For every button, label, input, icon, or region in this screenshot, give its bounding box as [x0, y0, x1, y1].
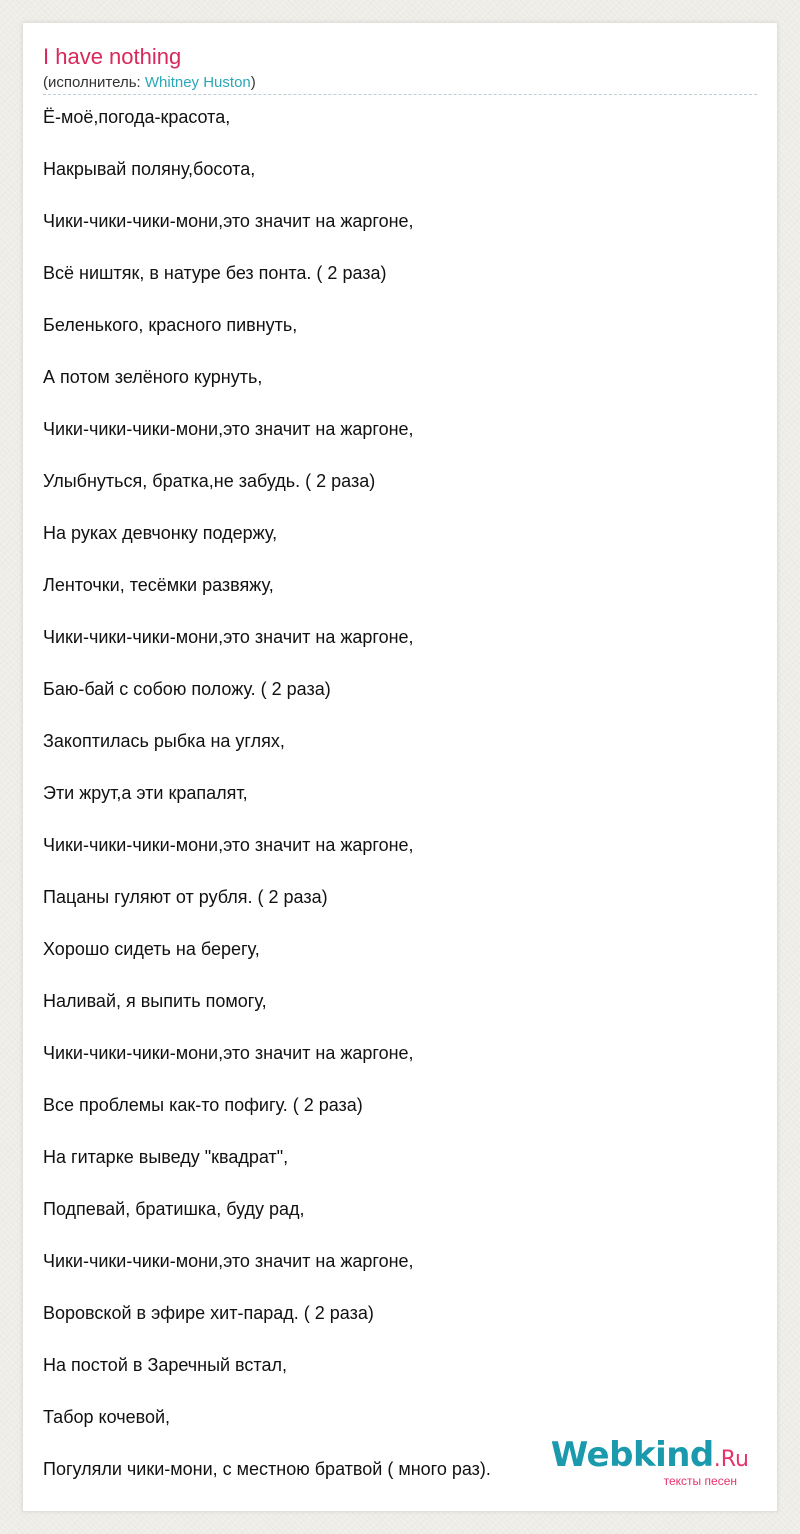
lyric-line: Чики-чики-чики-мони,это значит на жаргоне, — [43, 1251, 414, 1271]
lyric-line: Чики-чики-чики-мони,это значит на жаргоне, — [43, 1043, 414, 1063]
lyric-line: Все проблемы как-то пофигу. ( 2 раза) — [43, 1095, 363, 1115]
lyric-line: Наливай, я выпить помогу, — [43, 991, 267, 1011]
lyric-line: На гитарке выведу "квадрат", — [43, 1147, 289, 1167]
lyric-line: Погуляли чики-мони, с местною братвой ( много раз). — [43, 1459, 491, 1479]
artist-prefix: (исполнитель: — [43, 74, 145, 91]
lyric-line: Ё-моё,погода-красота, — [43, 107, 231, 127]
lyric-line: Баю-бай с собою положу. ( 2 раза) — [43, 679, 331, 699]
lyric-line: Чики-чики-чики-мони,это значит на жаргоне, — [43, 419, 414, 439]
lyric-line: Подпевай, братишка, буду рад, — [43, 1199, 305, 1219]
lyrics-list — [43, 105, 491, 1509]
lyric-line: Чики-чики-чики-мони,это значит на жаргоне, — [43, 627, 414, 647]
lyric-line: Чики-чики-чики-мони,это значит на жаргоне, — [43, 835, 414, 855]
lyrics-card — [22, 22, 778, 1512]
lyric-line: Закоптилась рыбка на углях, — [43, 731, 285, 751]
logo-tagline: тексты песен — [663, 1474, 737, 1488]
lyric-line: Табор кочевой, — [43, 1407, 171, 1427]
site-logo[interactable] — [550, 1435, 749, 1488]
lyric-line: Улыбнуться, братка,не забудь. ( 2 раза) — [43, 471, 376, 491]
artist-line — [43, 73, 256, 93]
lyric-line: Пацаны гуляют от рубля. ( 2 раза) — [43, 887, 328, 907]
lyric-line: Беленького, красного пивнуть, — [43, 315, 298, 335]
logo-name: Webkind — [550, 1435, 714, 1475]
lyric-line: Всё ништяк, в натуре без понта. ( 2 раза) — [43, 263, 387, 283]
lyric-line: Воровской в эфире хит-парад. ( 2 раза) — [43, 1303, 374, 1323]
lyric-line: А потом зелёного курнуть, — [43, 367, 263, 387]
song-title: I have nothing — [43, 44, 182, 69]
lyric-line: Хорошо сидеть на берегу, — [43, 939, 260, 959]
logo-suffix: .Ru — [713, 1447, 749, 1472]
lyric-line: Эти жрут,а эти крапалят, — [43, 783, 248, 803]
lyric-line: Накрывай поляну,босота, — [43, 159, 256, 179]
artist-link[interactable]: Whitney Huston — [144, 74, 251, 91]
logo-wordmark — [550, 1435, 749, 1477]
lyric-line: На постой в Заречный встал, — [43, 1355, 287, 1375]
lyric-line: Чики-чики-чики-мони,это значит на жаргоне, — [43, 211, 414, 231]
lyric-line: На руках девчонку подержу, — [43, 523, 278, 543]
title-divider — [43, 94, 757, 95]
artist-suffix: ) — [250, 74, 256, 91]
lyric-line: Ленточки, тесёмки развяжу, — [43, 575, 274, 595]
